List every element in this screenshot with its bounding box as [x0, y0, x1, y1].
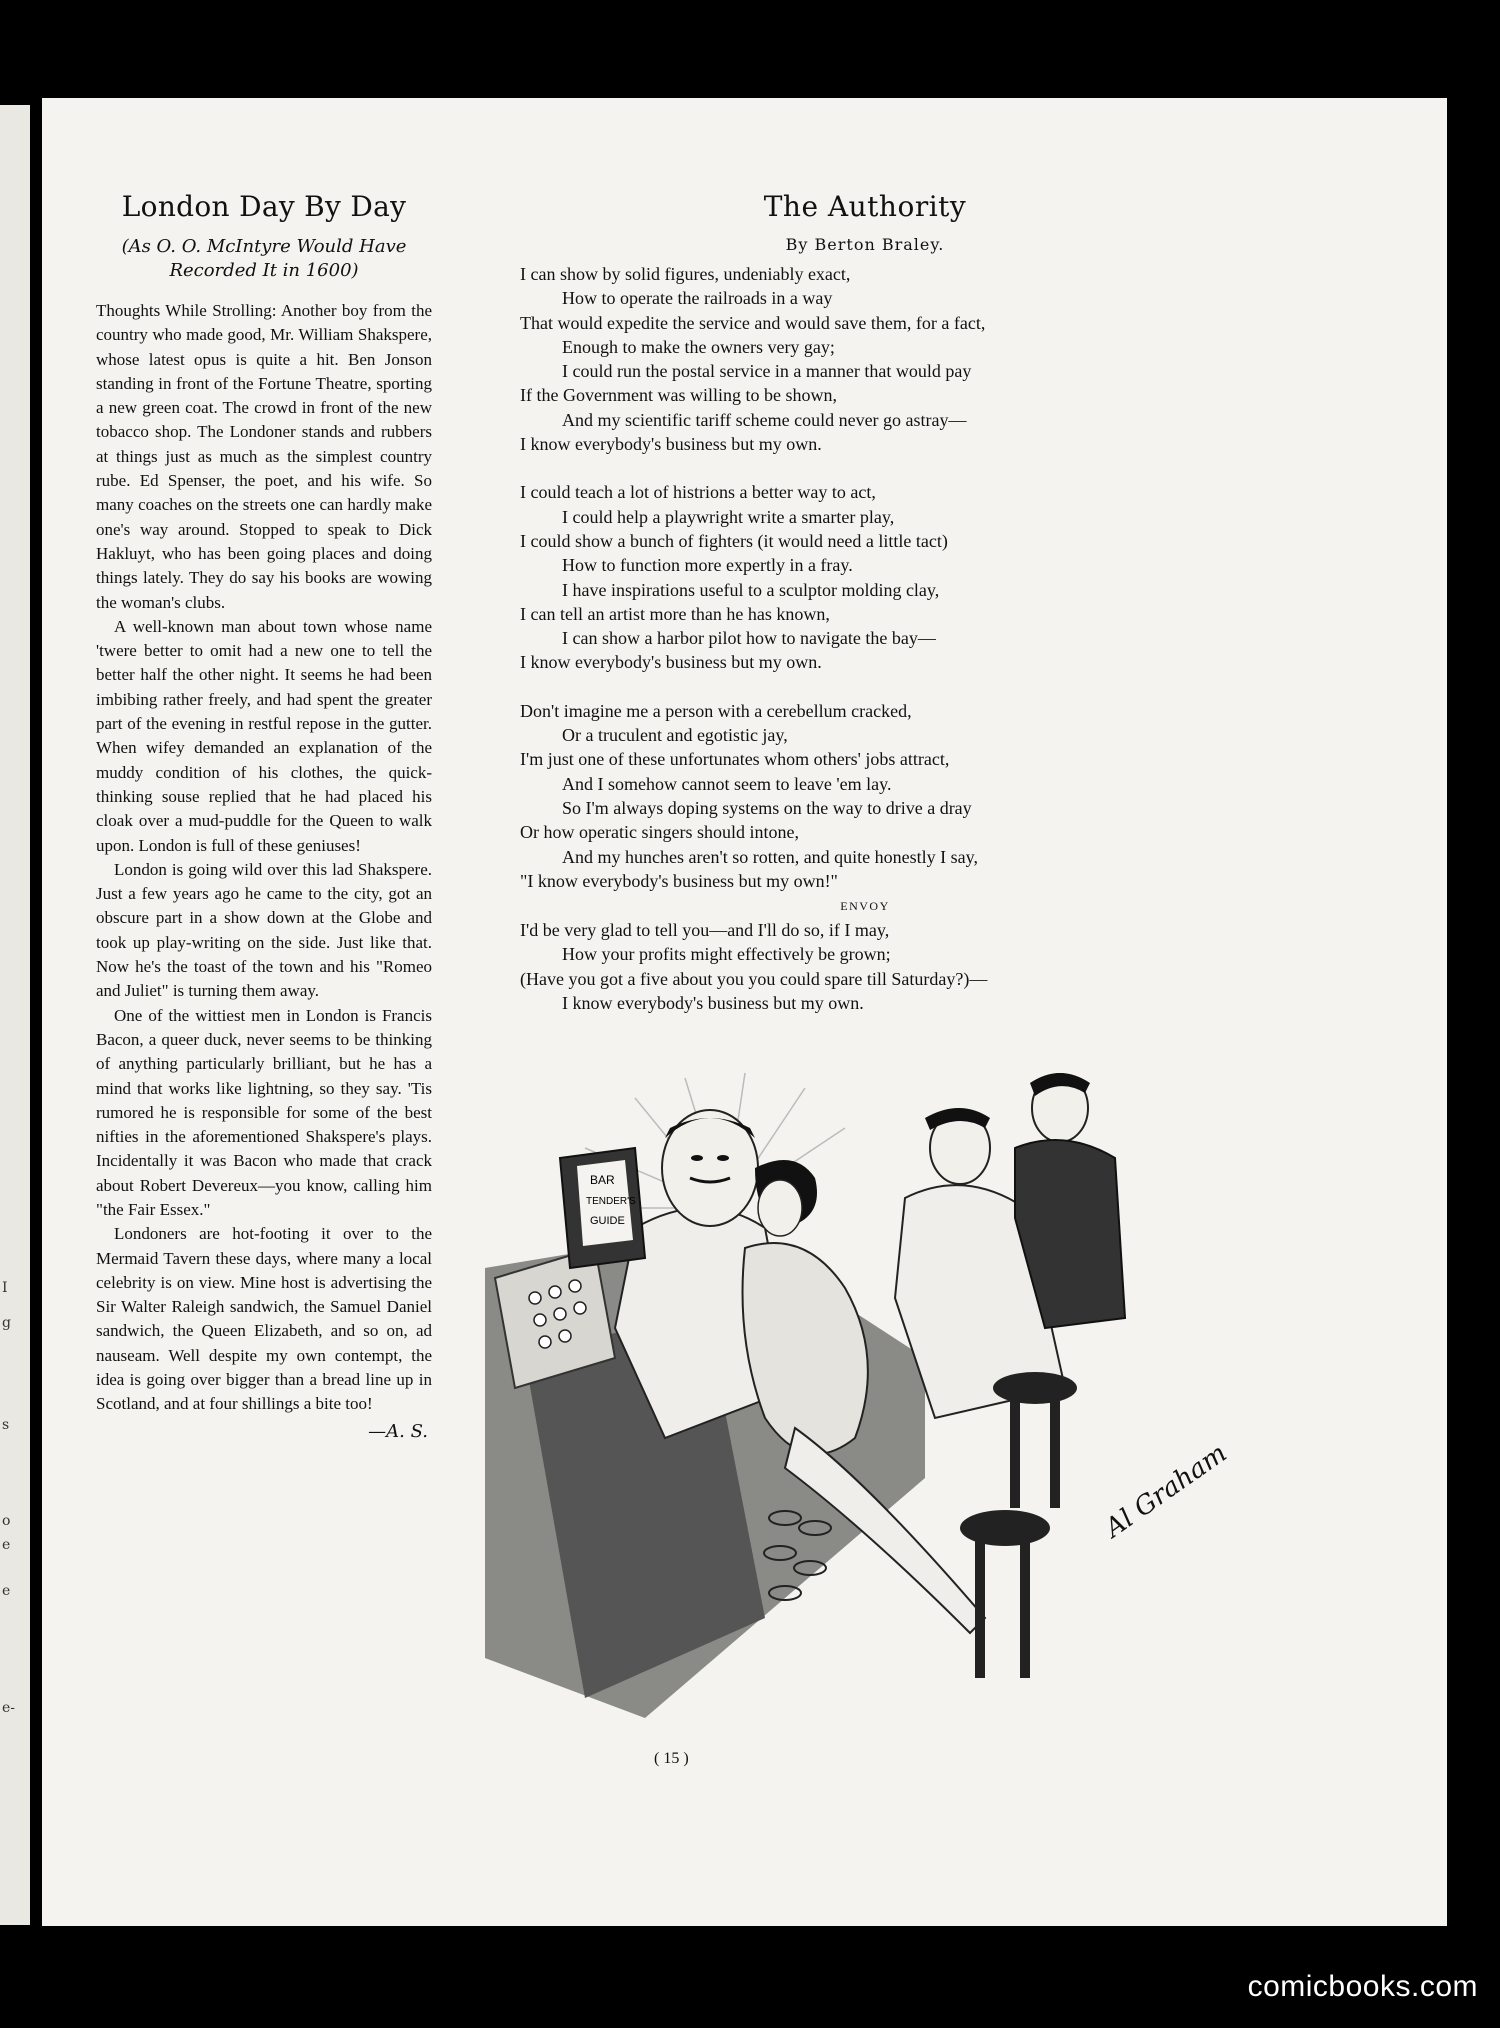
article-paragraph: London is going wild over this lad Shakspere. Just a few years ago he came to the city, got an obscure part in a show down at the Globe and took up play-writing on the side. Just like that. Now he's the toast of the town and his "Romeo and Juliet" is turning them away. [96, 859, 432, 1001]
poem-line: I'm just one of these unfortunates whom others' jobs attract, [520, 749, 950, 770]
article-paragraph: A well-known man about town whose name 'twere better to omit had a new one to tell the better half the other night. It seems he had been imbibing rather freely, and had spent the greater part of the evening in restful repose in the gutter. When wifey demanded an explanation of the muddy condition of his clothes, the quick-thinking souse replied that he had placed his cloak over a mud-puddle for the Queen to walk upon. London is full of these geniuses! [96, 616, 432, 855]
poem-line: Don't imagine me a person with a cerebellum cracked, [520, 700, 912, 721]
book-label: GUIDE [590, 1215, 625, 1227]
bar-cartoon-illustration [465, 1058, 1285, 1718]
left-article [96, 190, 432, 1442]
article-paragraph: One of the wittiest men in London is Francis Bacon, a queer duck, never seems to be thinking of anything particularly brilliant, but he has a mind that works like lightning, so they say. 'Tis rumored he is responsible for some of the best nifties in the aforementioned Shakspere's plays. Incidentally it was Bacon who made that crack about Robert Devereux—you know, calling him "the Fair Essex." [96, 1005, 432, 1219]
subtitle-line: Recorded It in 1600) [169, 260, 359, 281]
previous-page-edge [0, 105, 30, 1925]
book-label: TENDER'S [586, 1196, 636, 1207]
prev-page-fragment: e- [2, 1700, 16, 1716]
article-paragraph: Thoughts While Strolling: Another boy from the country who made good, Mr. William Shakspere, whose latest opus is quite a hit. Ben Jonson standing in front of the Fortune Theatre, sporting a new green coat. The crowd in front of the new tobacco shop. The Londoner stands and rubbers at things just as much as the simplest country rube. Ed Spenser, the poet, and his wife. So many coaches on the streets one can hardly make one's way around. Stopped to speak to Dick Hakluyt, who has been going places and doing things lately. They do say his books are wowing the woman's clubs. [96, 301, 432, 612]
poem-line: I have inspirations useful to a sculptor molding clay, [562, 579, 940, 600]
poem-line: I can show by solid figures, undeniably exact, [520, 264, 851, 284]
poem-line: Enough to make the owners very gay; [562, 336, 835, 357]
magazine-page [42, 98, 1447, 1926]
poem-line: I could run the postal service in a manner that would pay [562, 361, 972, 382]
bar-stools [960, 1372, 1077, 1678]
watermark: comicbooks.com [1247, 1970, 1478, 2003]
poem-line: If the Government was willing to be shown, [520, 385, 837, 406]
poem-body [520, 262, 1210, 1015]
article-paragraph: Londoners are hot-footing it over to the Mermaid Tavern these days, where many a local celebrity is on view. Mine host is advertising the Sir Walter Raleigh sandwich, the Samuel Daniel sandwich, the Queen Elizabeth, and so on, ad nauseam. Well despite my own contempt, the idea is going over bigger than a bread line up in Scotland, and at four shillings a bite too! [96, 1224, 432, 1414]
poem-stanza [520, 262, 1210, 456]
poem-line: I can tell an artist more than he has known, [520, 603, 830, 624]
poem-line: How your profits might effectively be grown; [562, 944, 891, 965]
left-article-body [96, 299, 432, 1417]
article-signature: —A. S. [368, 1420, 428, 1442]
poem-line: "I know everybody's business but my own!" [520, 870, 838, 891]
poem-line: I know everybody's business but my own. [562, 993, 864, 1014]
prev-page-fragment: o [2, 1513, 11, 1529]
poem-stanza [520, 480, 1210, 674]
poem-line: Or a truculent and egotistic jay, [562, 725, 788, 746]
poem-line: I know everybody's business but my own. [520, 434, 822, 455]
prev-page-fragment: g [2, 1315, 11, 1331]
poem-article [520, 190, 1210, 1039]
poem-line: I could show a bunch of fighters (it would need a little tact) [520, 530, 948, 551]
bartender-guide-book [560, 1148, 645, 1268]
prev-page-fragment: e [2, 1537, 11, 1553]
poem-line: (Have you got a five about you you could spare till Saturday?)— [520, 968, 988, 989]
poem-line: I could teach a lot of histrions a better way to act, [520, 482, 876, 503]
poem-byline: By Berton Braley. [785, 235, 945, 254]
poem-line: That would expedite the service and would save them, for a fact, [520, 312, 986, 333]
poem-line: I could help a playwright write a smarter play, [562, 506, 895, 527]
artist-signature: Al Graham [1099, 1438, 1233, 1544]
prev-page-fragment: e [2, 1583, 11, 1599]
envoy-stanza [520, 918, 1210, 1015]
prev-page-fragment: I [2, 1280, 8, 1296]
poem-line: And I somehow cannot seem to leave 'em lay. [562, 773, 892, 794]
poem-title: The Authority [763, 190, 967, 223]
poem-line: I know everybody's business but my own. [520, 652, 822, 673]
envoy-heading: ENVOY [840, 899, 890, 914]
poem-line: How to function more expertly in a fray. [562, 555, 853, 576]
left-article-subtitle [96, 235, 432, 283]
left-article-title: London Day By Day [121, 190, 407, 223]
poem-line: I'd be very glad to tell you—and I'll do so, if I may, [520, 920, 890, 941]
poem-line: I can show a harbor pilot how to navigate the bay— [562, 628, 936, 649]
poem-line: How to operate the railroads in a way [562, 288, 833, 309]
poem-line: Or how operatic singers should intone, [520, 822, 799, 843]
book-label: BAR [590, 1173, 615, 1187]
poem-line: And my hunches aren't so rotten, and quite honestly I say, [562, 846, 978, 867]
poem-line: So I'm always doping systems on the way to drive a dray [562, 797, 972, 818]
subtitle-line: (As O. O. McIntyre Would Have [121, 236, 407, 257]
poem-line: And my scientific tariff scheme could never go astray— [562, 409, 967, 430]
prev-page-fragment: s [2, 1417, 10, 1433]
page-number: ( 15 ) [654, 1750, 689, 1767]
poem-stanza [520, 699, 1210, 893]
